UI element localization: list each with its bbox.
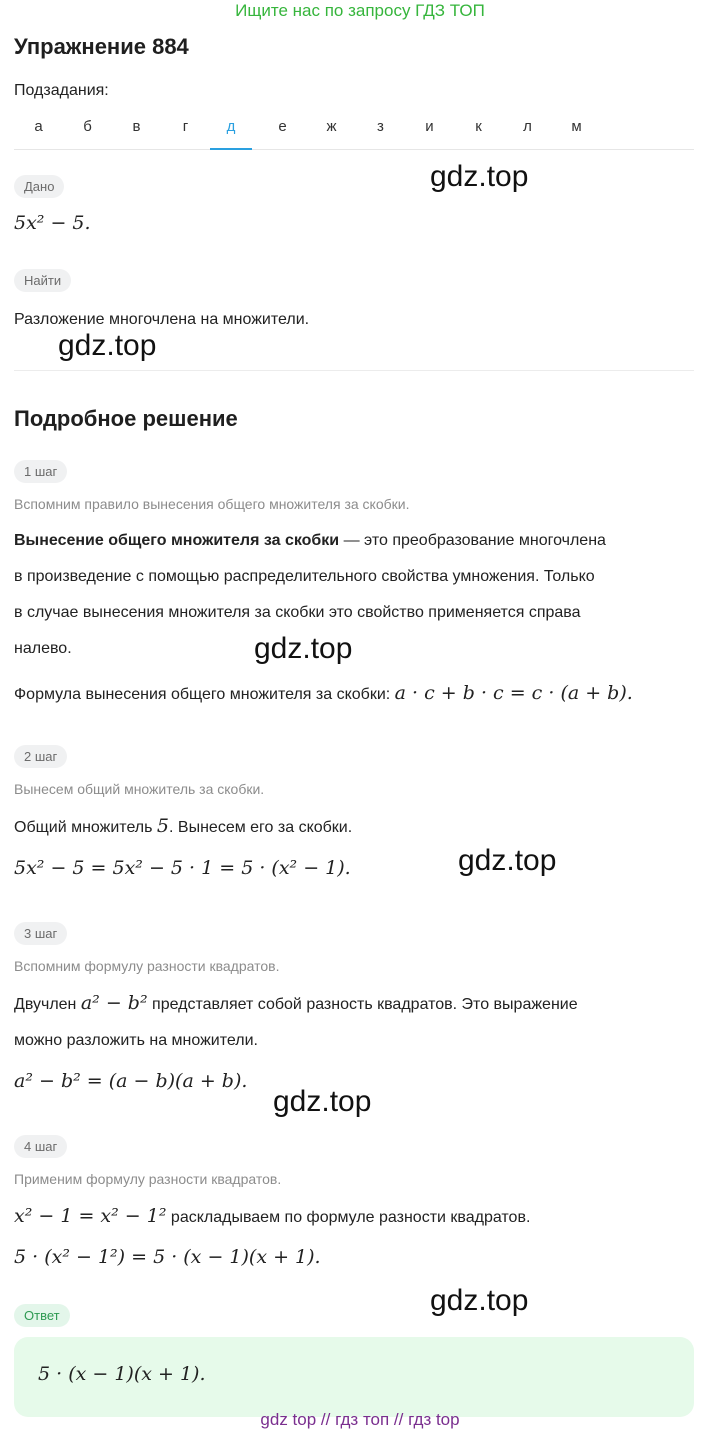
watermark: gdz.top [430, 160, 529, 193]
step-3-hint: Вспомним формулу разности квадратов. [14, 958, 280, 974]
answer-badge: Ответ [14, 1304, 70, 1327]
tab-d-active[interactable]: д [210, 112, 252, 150]
subtasks-label: Подзадания: [14, 82, 109, 99]
watermark: gdz.top [58, 329, 157, 362]
find-badge: Найти [14, 269, 71, 292]
step-1-line-1: — это преобразование многочлена [339, 532, 606, 549]
step-2-text-a: Общий множитель [14, 819, 157, 836]
tab-z[interactable]: з [377, 118, 384, 135]
step-3-inline-expr: a² − b² [80, 992, 148, 1014]
tab-l[interactable]: л [523, 118, 532, 135]
step-4-formula: 5 · (x² − 1²) = 5 · (x − 1)(x + 1). [14, 1246, 321, 1268]
step-1-formula: a · c + b · c = c · (a + b). [394, 682, 633, 704]
step-4-badge: 4 шаг [14, 1135, 67, 1158]
step-4-hint: Применим формулу разности квадратов. [14, 1171, 282, 1187]
step-1-formula-intro: Формула вынесения общего множителя за скобки: [14, 686, 395, 703]
step-3-text-c: можно разложить на множители. [14, 1032, 258, 1049]
step-1-line-3: в случае вынесения множителя за скобки это свойство применяется справа [14, 604, 581, 621]
step-2-formula: 5x² − 5 = 5x² − 5 · 1 = 5 · (x² − 1). [14, 857, 351, 879]
tab-m[interactable]: м [571, 118, 582, 135]
step-2-text [14, 808, 352, 846]
step-2-hint: Вынесем общий множитель за скобки. [14, 781, 265, 797]
step-3-text-b: представляет собой разность квадратов. Это выражение [147, 996, 578, 1013]
tab-a[interactable]: а [34, 118, 43, 135]
tab-zh[interactable]: ж [326, 118, 337, 135]
search-banner[interactable]: Ищите нас по запросу ГДЗ ТОП [235, 1, 485, 20]
exercise-content [14, 30, 694, 150]
tab-e[interactable]: е [278, 118, 287, 135]
step-3-formula: a² − b² = (a − b)(a + b). [14, 1070, 248, 1092]
step-1-badge: 1 шаг [14, 460, 67, 483]
watermark: gdz.top [430, 1284, 529, 1317]
watermark: gdz.top [273, 1085, 372, 1118]
find-text: Разложение многочлена на множители. [14, 311, 310, 328]
answer-expression: 5 · (x − 1)(x + 1). [38, 1363, 206, 1385]
answer-box [14, 1337, 694, 1417]
step-4-text [14, 1198, 530, 1236]
tab-k[interactable]: к [475, 118, 482, 135]
step-3-text-a: Двучлен [14, 996, 81, 1013]
solution-title: Подробное решение [14, 406, 238, 431]
section-divider [14, 370, 694, 371]
step-2-text-b: . Вынесем его за скобки. [169, 819, 353, 836]
step-2-number: 5 [156, 815, 170, 837]
tab-v[interactable]: в [132, 118, 141, 135]
watermark: gdz.top [254, 632, 353, 665]
step-1-line-4: налево. [14, 640, 72, 657]
step-3-badge: 3 шаг [14, 922, 67, 945]
step-1-text [14, 523, 704, 667]
step-1-line-2: в произведение с помощью распределительного свойства умножения. Только [14, 568, 595, 585]
footer-links[interactable]: gdz top // гдз топ // гдз top [260, 1410, 460, 1429]
step-4-inline-expr: x² − 1 = x² − 1² [14, 1205, 167, 1227]
tab-b[interactable]: б [83, 118, 92, 135]
subtask-tabs [14, 112, 694, 150]
tab-g[interactable]: г [182, 118, 189, 135]
page-title: Упражнение 884 [14, 34, 189, 59]
given-expression: 5x² − 5. [14, 212, 91, 234]
given-badge: Дано [14, 175, 64, 198]
step-1-hint: Вспомним правило вынесения общего множителя за скобки. [14, 496, 410, 512]
step-3-text [14, 985, 704, 1059]
step-1-term: Вынесение общего множителя за скобки [14, 532, 340, 549]
step-4-line-text: раскладываем по формуле разности квадратов. [166, 1209, 531, 1226]
step-1-formula-line [14, 675, 633, 713]
watermark: gdz.top [458, 844, 557, 877]
step-2-badge: 2 шаг [14, 745, 67, 768]
tab-i[interactable]: и [425, 118, 434, 135]
